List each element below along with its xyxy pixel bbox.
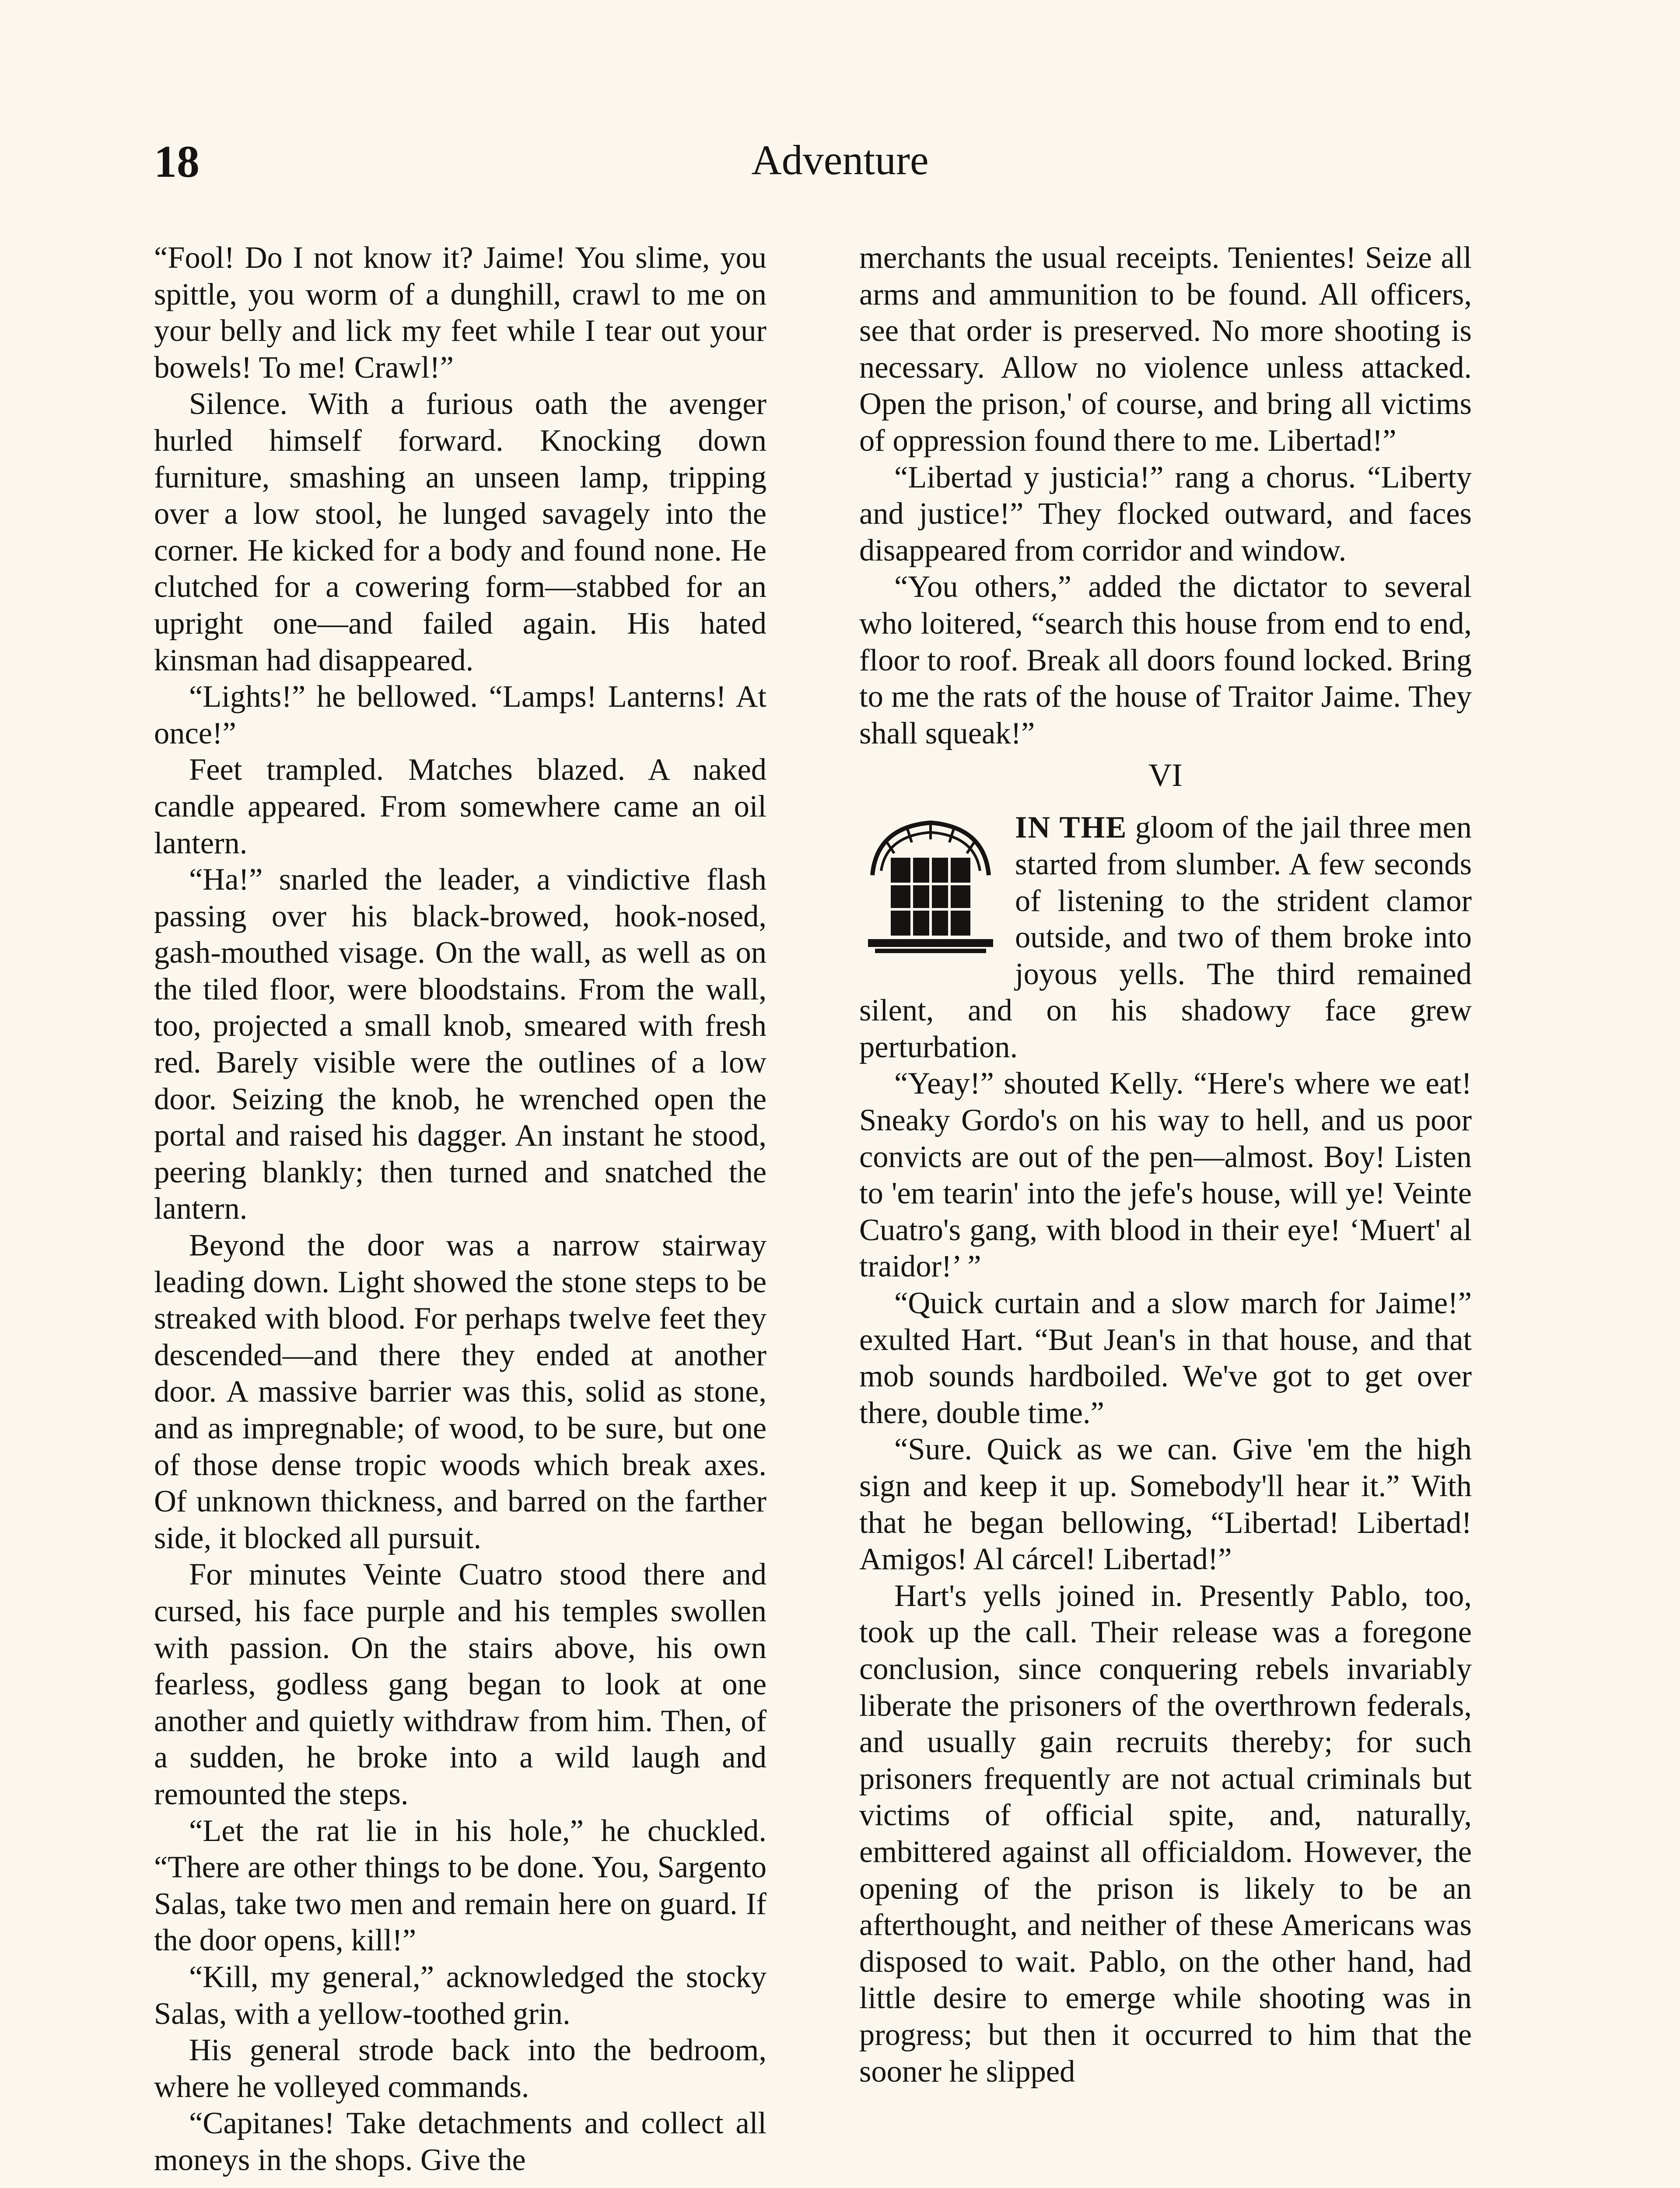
paragraph: His general strode back into the bedroom, where he volleyed commands. bbox=[154, 2033, 766, 2104]
paragraph: “Kill, my general,” acknowledged the stocky Salas, with a yellow-toothed grin. bbox=[154, 1960, 766, 2031]
opening-text: gloom of the jail three men started from slumber. A few seconds of listening to the strident clamor outside, and two of them broke into joyous yells. The third remained silent, and on his shadowy face grew perturbation. bbox=[859, 810, 1472, 1064]
left-column bbox=[154, 240, 766, 2178]
paragraph: “Yeay!” shouted Kelly. “Here's where we eat! Sneaky Gordo's on his way to hell, and us poor convicts are out of the pen—almost. Boy! Listen to 'em tearin' into the jefe's house, will ye! Veinte Cuatro's gang, with blood in their eye! ‘Muert' al traidor!’ ” bbox=[859, 1066, 1472, 1284]
paragraph: “Lights!” he bellowed. “Lamps! Lanterns! At once!” bbox=[154, 680, 766, 750]
paragraph: “Let the rat lie in his hole,” he chuckled. “There are other things to be done. You, Sargento Salas, take two men and remain here on guard. If the door opens, kill!” bbox=[154, 1813, 766, 1958]
running-head-title: Adventure bbox=[751, 137, 929, 183]
paragraph: merchants the usual receipts. Tenientes! Seize all arms and ammunition to be found. All officers, see that order is preserved. No more shooting is necessary. Allow no violence unless attacked. Open the prison,' of course, and bring all victims of oppression found there to me. Libertad!” bbox=[859, 241, 1472, 458]
paragraph: For minutes Veinte Cuatro stood there and cursed, his face purple and his temples swollen with passion. On the stairs above, his own fearless, godless gang began to look at one another and quietly withdraw from him. Then, of a sudden, he broke into a wild laugh and remounted the steps. bbox=[154, 1557, 766, 1811]
right-column bbox=[859, 240, 1472, 2090]
page-number: 18 bbox=[154, 137, 200, 187]
paragraph: “Fool! Do I not know it? Jaime! You slime, you spittle, you worm of a dunghill, crawl to me on your belly and lick my feet while I tear out your bowels! To me! Crawl!” bbox=[154, 241, 766, 385]
section-opening-paragraph bbox=[859, 810, 1472, 1066]
paragraph: Feet trampled. Matches blazed. A naked candle appeared. From somewhere came an oil lantern. bbox=[154, 753, 766, 860]
section-heading: VI bbox=[1148, 757, 1183, 794]
paragraph: “Capitanes! Take detachments and collect all moneys in the shops. Give the bbox=[154, 2106, 766, 2177]
paragraph: “Ha!” snarled the leader, a vindictive flash passing over his black-browed, hook-nosed, gash-mouthed visage. On the wall, as well as on the tiled floor, were bloodstains. From the wall, too, projected a small knob, smeared with fresh red. Barely visible were the outlines of a low door. Seizing the knob, he wrenched open the portal and raised his dagger. An instant he stood, peering blankly; then turned and snatched the lantern. bbox=[154, 863, 766, 1226]
paragraph: “Libertad y justicia!” rang a chorus. “Liberty and justice!” They flocked outward, and faces disappeared from corridor and window. bbox=[859, 460, 1472, 568]
lead-in-text: IN THE bbox=[1015, 810, 1127, 845]
paragraph: Beyond the door was a narrow stairway leading down. Light showed the stone steps to be streaked with blood. For perhaps twelve feet they descended—and there they ended at another door. A massive barrier was this, solid as stone, and as impregnable; of wood, to be sure, but one of those dense tropic woods which break axes. Of unknown thickness, and barred on the farther side, it blocked all pursuit. bbox=[154, 1228, 766, 1555]
paragraph: Silence. With a furious oath the avenger hurled himself forward. Knocking down furniture, smashing an unseen lamp, tripping over a low stool, he lunged savagely into the corner. He kicked for a body and found none. He clutched for a cowering form—stabbed for an upright one—and failed again. His hated kinsman had disappeared. bbox=[154, 387, 766, 677]
paragraph: “Quick curtain and a slow march for Jaime!” exulted Hart. “But Jean's in that house, and that mob sounds hardboiled. We've got to get over there, double time.” bbox=[859, 1286, 1472, 1430]
paragraph: “Sure. Quick as we can. Give 'em the high sign and keep it up. Somebody'll hear it.” With that he began bellowing, “Libertad! Libertad! Amigos! Al cárcel! Libertad!” bbox=[859, 1432, 1472, 1577]
paragraph: Hart's yells joined in. Presently Pablo, too, took up the call. Their release was a foregone conclusion, since conquering rebels invariably liberate the prisoners of the overthrown federals, and usually gain recruits thereby; for such prisoners frequently are not actual criminals but victims of official spite, and, naturally, embittered against all officialdom. However, the opening of the prison is likely to be an afterthought, and neither of these Americans was disposed to wait. Pablo, on the other hand, had little desire to emerge while shooting was in progress; but then it occurred to him that the sooner he slipped bbox=[859, 1578, 1472, 2089]
arched-window-icon bbox=[859, 810, 1002, 961]
paragraph: “You others,” added the dictator to several who loitered, “search this house from end to end, floor to roof. Break all doors found locked. Bring to me the rats of the house of Traitor Jaime. They shall squeak!” bbox=[859, 570, 1472, 750]
